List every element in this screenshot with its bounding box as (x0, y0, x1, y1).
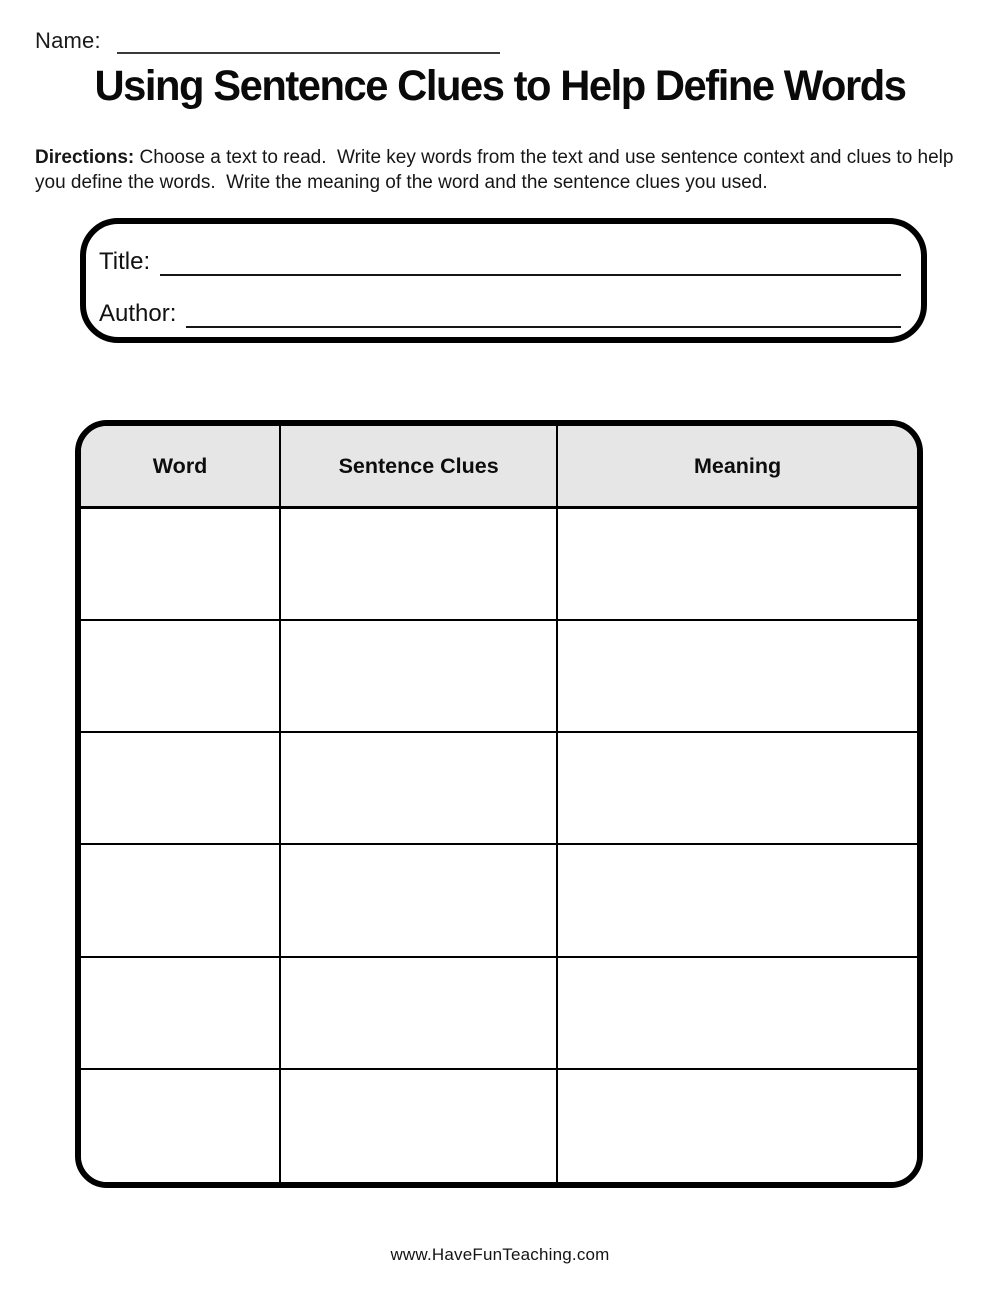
table-cell-r4-meaning[interactable] (558, 845, 917, 957)
directions-text (35, 145, 970, 195)
book-info-box (80, 218, 927, 343)
directions-label: Directions: (35, 147, 135, 168)
name-fill-line[interactable] (117, 30, 500, 54)
table-cell-r1-meaning[interactable] (558, 509, 917, 621)
book-author-row (99, 290, 901, 328)
table-cell-r6-meaning[interactable] (558, 1070, 917, 1182)
footer-url: www.HaveFunTeaching.com (390, 1245, 610, 1264)
column-header-word: Word (81, 426, 281, 509)
table-cell-r4-sentence-clues[interactable] (281, 845, 558, 957)
book-title-fill-line[interactable] (160, 246, 901, 276)
table-cell-r1-word[interactable] (81, 509, 281, 621)
table-cell-r1-sentence-clues[interactable] (281, 509, 558, 621)
column-header-meaning: Meaning (558, 426, 917, 509)
table-cell-r6-word[interactable] (81, 1070, 281, 1182)
column-header-sentence-clues: Sentence Clues (281, 426, 558, 509)
table-cell-r4-word[interactable] (81, 845, 281, 957)
page-title: Using Sentence Clues to Help Define Words (94, 62, 906, 110)
worksheet-table-grid (81, 426, 917, 1182)
book-author-label: Author: (99, 300, 177, 327)
book-author-fill-line[interactable] (186, 298, 901, 328)
table-cell-r2-sentence-clues[interactable] (281, 621, 558, 733)
name-label: Name: (35, 28, 101, 53)
table-cell-r3-word[interactable] (81, 733, 281, 845)
table-cell-r5-sentence-clues[interactable] (281, 958, 558, 1070)
directions-body: Choose a text to read. Write key words from the text and use sentence context and clues to help you define the words. Write the meaning of the word and the sentence clues you used. (35, 147, 959, 193)
name-row (35, 28, 500, 54)
table-cell-r2-meaning[interactable] (558, 621, 917, 733)
book-title-row (99, 238, 901, 276)
table-cell-r3-meaning[interactable] (558, 733, 917, 845)
book-title-label: Title: (99, 248, 151, 275)
table-cell-r5-word[interactable] (81, 958, 281, 1070)
table-cell-r5-meaning[interactable] (558, 958, 917, 1070)
table-cell-r2-word[interactable] (81, 621, 281, 733)
table-cell-r3-sentence-clues[interactable] (281, 733, 558, 845)
table-cell-r6-sentence-clues[interactable] (281, 1070, 558, 1182)
worksheet-table (75, 420, 923, 1188)
